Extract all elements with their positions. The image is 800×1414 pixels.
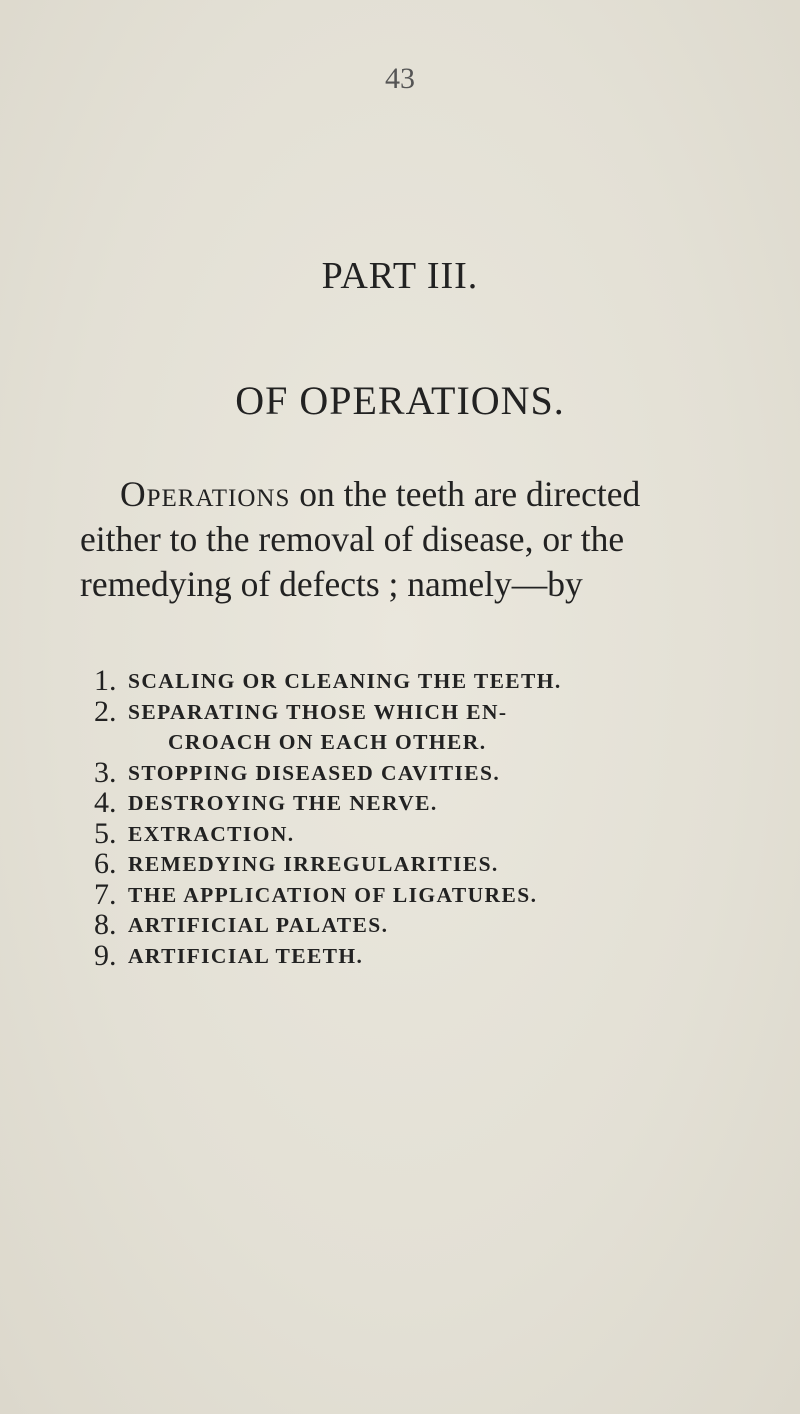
page-number: 43 <box>385 62 415 95</box>
list-item <box>94 755 734 789</box>
part-title: PART III. <box>321 255 479 297</box>
list-item <box>94 694 734 758</box>
list-item-number: 5. <box>94 816 117 850</box>
list-item-text-continuation: CROACH ON EACH OTHER. <box>168 730 487 754</box>
list-item-text: DESTROYING THE NERVE. <box>128 791 438 815</box>
list-item-number: 2. <box>94 694 117 728</box>
list-item-text: THE APPLICATION OF LIGATURES. <box>128 882 538 907</box>
list-item-text-line1: SEPARATING THOSE WHICH EN- <box>128 699 508 724</box>
list-item-number: 7. <box>94 877 117 911</box>
list-item-text: REMEDYING IRREGULARITIES. <box>128 852 499 876</box>
operations-list <box>94 666 734 971</box>
list-item-number: 1. <box>94 664 117 697</box>
list-item <box>94 788 734 819</box>
list-item <box>94 938 734 972</box>
list-item-text: SCALING OR CLEANING THE TEETH. <box>128 669 562 693</box>
list-item <box>94 910 734 941</box>
list-item-number: 3. <box>94 755 117 789</box>
intro-lead-word: Operations <box>120 474 291 514</box>
list-item <box>94 666 734 697</box>
list-item-number: 6. <box>94 847 117 880</box>
list-item <box>94 816 734 850</box>
intro-line-3: remedying of defects ; namely—by <box>80 564 583 604</box>
list-item-text: ARTIFICIAL TEETH. <box>128 943 364 968</box>
list-item-text: ARTIFICIAL PALATES. <box>128 913 389 937</box>
list-item-text <box>128 697 728 758</box>
intro-line-1 <box>80 472 720 517</box>
intro-line-2: either to the removal of disease, or the <box>80 519 625 559</box>
list-item <box>94 849 734 880</box>
list-item-number: 9. <box>94 938 117 972</box>
list-item-text: STOPPING DISEASED CAVITIES. <box>128 760 501 785</box>
list-item <box>94 877 734 911</box>
list-item-number: 8. <box>94 908 117 941</box>
list-item-text: EXTRACTION. <box>128 821 295 846</box>
intro-line-1-rest: on the teeth are directed <box>290 474 641 514</box>
intro-paragraph <box>80 472 720 607</box>
section-title: OF OPERATIONS. <box>235 378 565 423</box>
list-item-number: 4. <box>94 786 117 819</box>
